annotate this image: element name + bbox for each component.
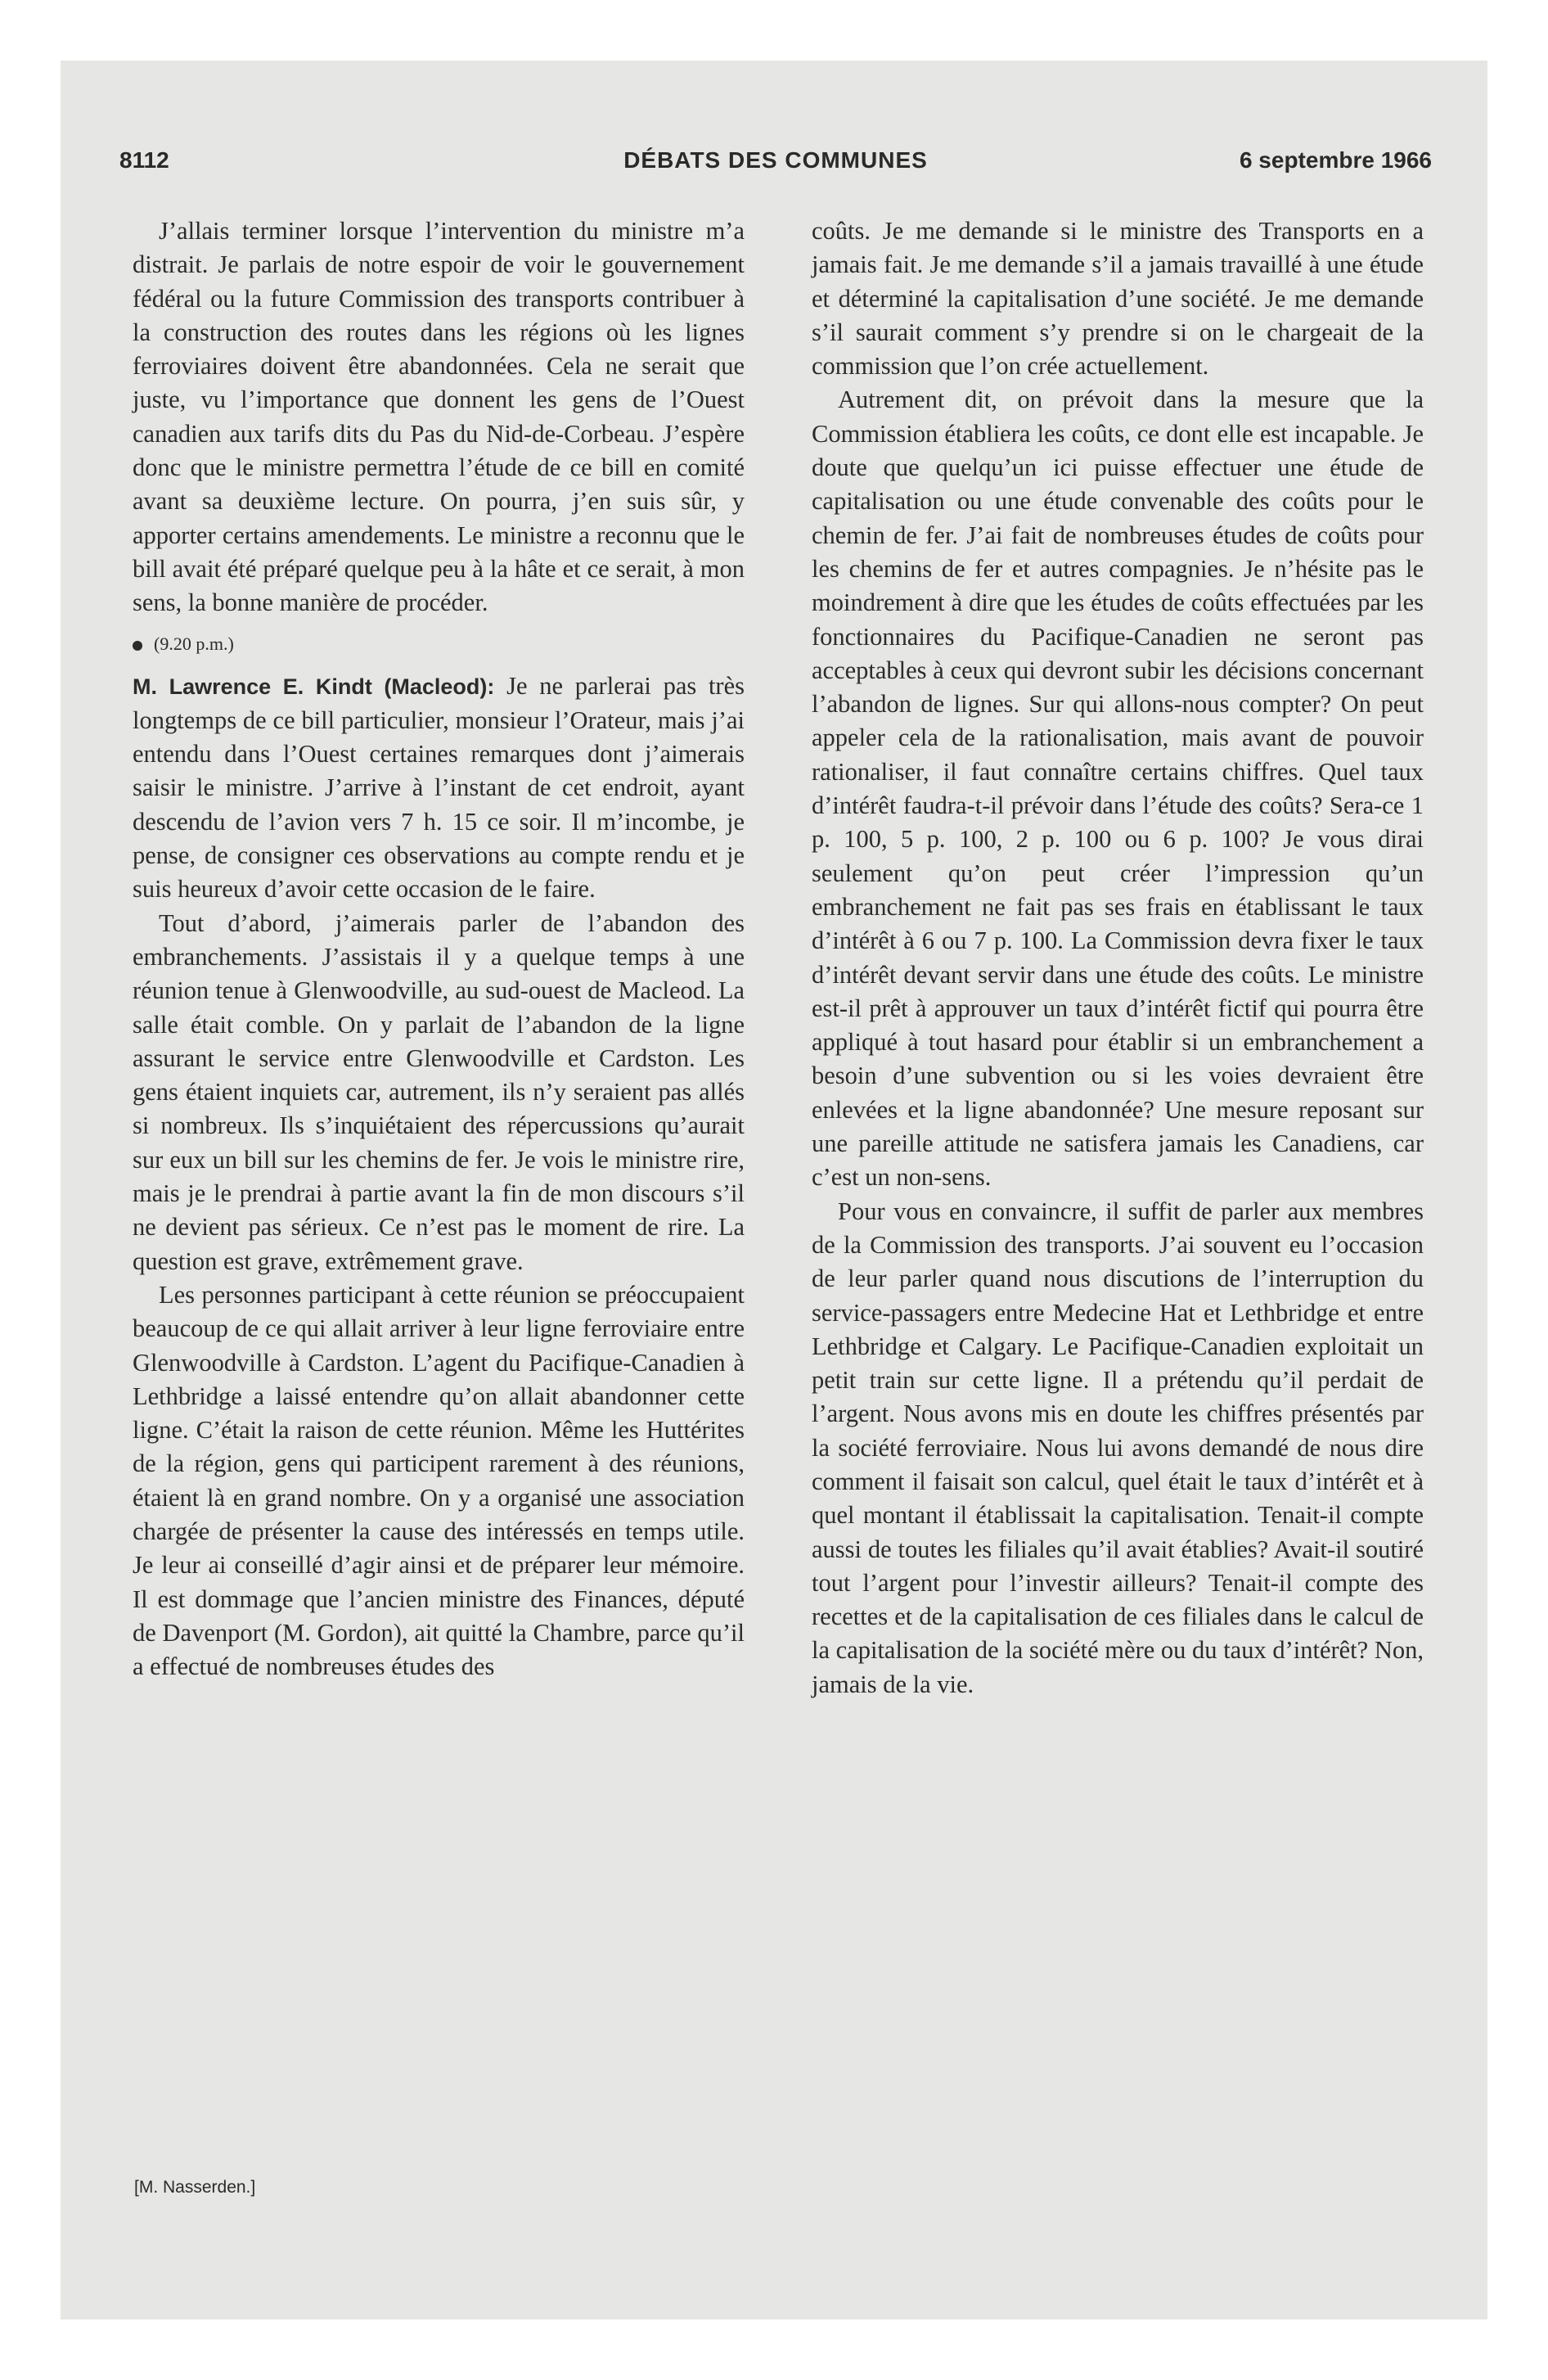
paragraph: J’allais terminer lorsque l’intervention du ministre m’a distrait. Je parlais de notre espoir de voir le gouvernement fédéral ou la future Commission des transports contribuer à la construction des routes dans les régions où les lignes ferroviaires doivent être abandonnées. Cela ne serait que juste, vu l’importance que donnent les gens de l’Ouest canadien aux tarifs dits du Pas du Nid-de-Corbeau. J’espère donc que le ministre permettra l’étude de ce bill en comité avant sa deuxième lecture. On pourra, j’en suis sûr, y apporter certains amendements. Le ministre a reconnu que le bill avait été préparé quelque peu à la hâte et ce serait, à mon sens, la bonne manière de procéder. (133, 217, 745, 617)
speaker-name: M. Lawrence E. Kindt (Macleod): (133, 674, 495, 699)
page-date: 6 septembre 1966 (1239, 147, 1432, 173)
time-marker (133, 632, 745, 656)
time-stamp: (9.20 p.m.) (154, 633, 234, 654)
footnote: [M. Nasserden.] (134, 2178, 256, 2197)
page-number: 8112 (119, 147, 169, 173)
paragraph: Tout d’abord, j’aimerais parler de l’abandon des embranchements. J’assistais il y a quelque temps à une réunion tenue à Glenwoodville, au sud-ouest de Macleod. La salle était comble. On y parlait de l’abandon de la ligne assurant le service entre Glenwoodville et Cardston. Les gens étaient inquiets car, autrement, ils n’y seraient pas allés si nombreux. Ils s’inquiétaient des répercussions qu’aurait sur eux un bill sur les chemins de fer. Je vois le ministre rire, mais je le prendrai à partie avant la fin de mon discours s’il ne devient pas sérieux. Ce n’est pas le moment de rire. La question est grave, extrêmement grave. (133, 908, 745, 1275)
page-title: DÉBATS DES COMMUNES (623, 147, 928, 173)
right-column (812, 214, 1424, 1702)
paragraph: Autrement dit, on prévoit dans la mesure que la Commission établiera les coûts, ce dont elle est incapable. Je doute que quelqu’un ici puisse effectuer une étude de capitalisation ou une étude convenable des coûts pour le chemin de fer. J’ai fait de nombreuses études de coûts pour les chemins de fer et autres compagnies. Je n’hésite pas le moindrement à dire que les études de coûts effectuées par les fonctionnaires du Pacifique-Canadien ne seront pas acceptables à ceux qui devront subir les décisions concernant l’abandon de lignes. Sur qui allons-nous compter? On peut appeler cela de la rationalisation, mais avant de pouvoir rationaliser, il faut connaître certains chiffres. Quel taux d’intérêt faudra-t-il prévoir dans l’étude des coûts? Sera-ce 1 p. 100, 5 p. 100, 2 p. 100 ou 6 p. 100? Je vous dirai seulement qu’on peut créer l’impression qu’un embranchement ne fait pas ses frais en établissant le taux d’intérêt à 6 ou 7 p. 100. La Commission devra fixer le taux d’intérêt devant servir dans une étude des coûts. Le ministre est-il prêt à approuver un taux d’intérêt fictif qui pourra être appliqué à tout hasard pour établir si un embranchement a besoin d’une subvention ou si les voies devraient être enlevées et la ligne abandonnée? Une mesure reposant sur une pareille attitude ne satisfera jamais les Canadiens, car c’est un non-sens. (812, 385, 1424, 1192)
paragraph: Pour vous en convaincre, il suffit de parler aux membres de la Commission des transports. J’ai souvent eu l’occasion de leur parler quand nous discutions de l’interruption du service-passagers entre Medecine Hat et Lethbridge et entre Lethbridge et Calgary. Le Pacifique-Canadien exploitait un petit train sur cette ligne. Il a prétendu qu’il perdait de l’argent. Nous avons mis en doute les chiffres présentés par la société ferroviaire. Nous lui avons demandé de nous dire comment il faisait son calcul, quel était le taux d’intérêt et à quel montant il établissait la capitalisation. Tenait-il compte aussi de toutes les filiales qu’il avait établies? Avait-il soutiré tout l’argent pour l’investir ailleurs? Tenait-il compte des recettes et de la capitalisation de ces filiales dans le calcul de la capitalisation de la société mère ou du taux d’intérêt? Non, jamais de la vie. (812, 1197, 1424, 1698)
page-header (119, 147, 1432, 196)
left-column (133, 214, 745, 1684)
bullet-icon (133, 641, 142, 651)
speaker-paragraph (133, 669, 745, 907)
speech-text: Je ne parlerai pas très longtemps de ce bill particulier, monsieur l’Orateur, mais j’ai entendu dans l’Ouest certaines remarques dont j’aimerais saisir le ministre. J’arrive à l’instant de cet endroit, ayant descendu de l’avion vers 7 h. 15 ce soir. Il m’incombe, je pense, de consigner ces observations au compte rendu et je suis heureux d’avoir cette occasion de le faire. (133, 671, 745, 904)
paragraph: Les personnes participant à cette réunion se préoccupaient beaucoup de ce qui allait arriver à leur ligne ferroviaire entre Glenwoodville à Cardston. L’agent du Pacifique-Canadien à Lethbridge a laissé entendre qu’on allait abandonner cette ligne. C’était la raison de cette réunion. Même les Huttérites de la région, gens qui participent rarement à des réunions, étaient là en grand nombre. On y a organisé une association chargée de présenter la cause des intéressés en temps utile. Je leur ai conseillé d’agir ainsi et de préparer leur mémoire. Il est dommage que l’ancien ministre des Finances, député de Davenport (M. Gordon), ait quitté la Chambre, parce qu’il a effectué de nombreuses études des (133, 1280, 745, 1681)
paragraph: coûts. Je me demande si le ministre des Transports en a jamais fait. Je me demande s’il a jamais travaillé à une étude et déterminé la capitalisation d’une société. Je me demande s’il saurait comment s’y prendre si on le chargeait de la commission que l’on crée actuellement. (812, 217, 1424, 381)
